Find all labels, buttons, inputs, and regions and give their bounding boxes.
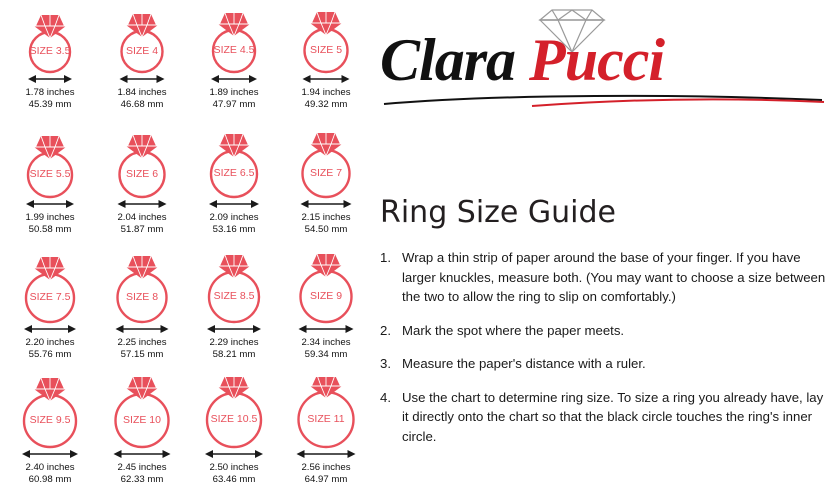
ring-size-label: SIZE 7.5 [29, 291, 71, 303]
ring-size-label: SIZE 9.5 [29, 414, 71, 426]
ring-illustration [283, 2, 369, 74]
ring-size-cell [280, 252, 372, 373]
ring-size-label: SIZE 10.5 [210, 413, 258, 425]
ring-size-cell [280, 2, 372, 123]
diameter-arrow [283, 447, 369, 461]
ring-illustration [191, 127, 277, 199]
ring-measurement-inches: 2.15 inches [301, 212, 351, 223]
ring-measurement-inches: 2.45 inches [117, 462, 167, 473]
ring-size-label: SIZE 5.5 [29, 168, 71, 180]
ring-illustration [7, 127, 93, 199]
ring-illustration [191, 2, 277, 74]
ring-size-cell [96, 127, 188, 248]
instruction-step [380, 388, 830, 447]
ring-measurement-inches: 1.89 inches [209, 87, 259, 98]
diameter-arrow [99, 197, 185, 211]
ring-measurement [117, 212, 166, 235]
diameter-arrow [191, 322, 277, 336]
ring-size-cell [280, 377, 372, 498]
ring-size-cell [4, 127, 96, 248]
ring-measurement [209, 337, 258, 360]
ring-size-cell [4, 377, 96, 498]
instruction-step [380, 354, 830, 374]
ring-measurement-mm: 54.50 mm [304, 223, 348, 235]
ring-size-cell [4, 2, 96, 123]
ring-size-label: SIZE 5 [309, 43, 343, 56]
ring-illustration [283, 127, 369, 199]
ring-size-label: SIZE 6 [125, 167, 159, 180]
ring-size-cell [188, 2, 280, 123]
ring-measurement [301, 212, 350, 235]
ring-measurement-mm: 50.58 mm [28, 223, 72, 235]
ring-illustration [7, 252, 93, 324]
ring-size-label: SIZE 8 [125, 290, 159, 303]
ring-measurement-inches: 2.09 inches [209, 212, 259, 223]
ring-size-cell [96, 377, 188, 498]
ring-illustration [283, 252, 369, 324]
ring-illustration [191, 252, 277, 324]
ring-size-label: SIZE 3.5 [29, 45, 71, 57]
ring-illustration [99, 252, 185, 324]
diameter-arrow [7, 72, 93, 86]
ring-illustration [7, 377, 93, 449]
right-panel [370, 0, 839, 501]
diameter-arrow [7, 197, 93, 211]
ring-size-cell [96, 252, 188, 373]
ring-measurement-inches: 2.56 inches [301, 462, 351, 473]
ring-size-cell [280, 127, 372, 248]
ring-measurement [301, 462, 350, 485]
ring-measurement [25, 337, 74, 360]
diameter-arrow [283, 72, 369, 86]
ring-measurement [209, 87, 258, 110]
brand-logo [376, 4, 831, 114]
ring-measurement-inches: 2.50 inches [209, 462, 259, 473]
ring-size-label: SIZE 4 [125, 44, 159, 57]
ring-size-cell [188, 377, 280, 498]
ring-size-cell [4, 252, 96, 373]
diameter-arrow [191, 72, 277, 86]
ring-measurement-mm: 46.68 mm [120, 98, 164, 110]
diameter-arrow [283, 197, 369, 211]
brand-first-word: Clara [380, 27, 516, 93]
ring-size-label: SIZE 11 [307, 412, 345, 425]
diameter-arrow [191, 197, 277, 211]
step-text: Measure the paper's distance with a ruler. [402, 356, 646, 371]
ring-illustration [283, 377, 369, 449]
ring-measurement [117, 337, 166, 360]
ring-measurement-mm: 49.32 mm [304, 98, 348, 110]
ring-size-label: SIZE 6.5 [213, 167, 255, 179]
ring-measurement-mm: 58.21 mm [212, 348, 256, 360]
ring-measurement-inches: 2.04 inches [117, 212, 167, 223]
step-number: 3. [380, 356, 391, 371]
ring-measurement-mm: 59.34 mm [304, 348, 348, 360]
ring-measurement-mm: 55.76 mm [28, 348, 72, 360]
ring-measurement-inches: 2.20 inches [25, 337, 75, 348]
instruction-steps [380, 248, 830, 460]
diameter-arrow [99, 72, 185, 86]
ring-measurement [117, 87, 166, 110]
ring-measurement-inches: 1.94 inches [301, 87, 351, 98]
ring-measurement [117, 462, 166, 485]
ring-size-label: SIZE 8.5 [213, 290, 255, 302]
ring-measurement-inches: 2.40 inches [25, 462, 75, 473]
diameter-arrow [7, 322, 93, 336]
diameter-arrow [191, 447, 277, 461]
ring-measurement [209, 212, 258, 235]
ring-illustration [99, 127, 185, 199]
logo-underline [382, 92, 826, 110]
ring-measurement-inches: 2.25 inches [117, 337, 167, 348]
ring-measurement-inches: 2.29 inches [209, 337, 259, 348]
ring-measurement-mm: 62.33 mm [120, 473, 164, 485]
instruction-step [380, 321, 830, 341]
diameter-arrow [283, 322, 369, 336]
ring-size-cell [188, 252, 280, 373]
brand-second-word: Pucci [529, 27, 664, 93]
ring-size-label: SIZE 7 [309, 166, 343, 179]
ring-illustration [99, 2, 185, 74]
page-title: Ring Size Guide [380, 195, 616, 230]
step-number: 4. [380, 389, 391, 405]
ring-size-chart [0, 0, 370, 501]
step-number: 2. [380, 322, 391, 338]
ring-measurement [301, 87, 350, 110]
ring-size-label: SIZE 4.5 [213, 44, 255, 56]
ring-measurement [25, 462, 74, 485]
ring-illustration [191, 377, 277, 449]
ring-illustration [99, 377, 185, 449]
instruction-step [380, 248, 830, 307]
ring-measurement [209, 462, 258, 485]
ring-size-cell [188, 127, 280, 248]
ring-measurement [25, 87, 74, 110]
ring-measurement-mm: 63.46 mm [212, 473, 256, 485]
ring-measurement-inches: 2.34 inches [301, 337, 351, 348]
ring-measurement-inches: 1.99 inches [25, 212, 75, 223]
ring-size-cell [96, 2, 188, 123]
ring-measurement-mm: 64.97 mm [304, 473, 348, 485]
ring-measurement-inches: 1.84 inches [117, 87, 167, 98]
ring-measurement [25, 212, 74, 235]
ring-measurement-mm: 47.97 mm [212, 98, 256, 110]
diameter-arrow [7, 447, 93, 461]
ring-measurement [301, 337, 350, 360]
ring-size-label: SIZE 9 [309, 289, 343, 302]
diameter-arrow [99, 322, 185, 336]
ring-illustration [7, 2, 93, 74]
ring-measurement-mm: 60.98 mm [28, 473, 72, 485]
ring-measurement-inches: 1.78 inches [25, 87, 75, 98]
diameter-arrow [99, 447, 185, 461]
step-text: Wrap a thin strip of paper around the base of your finger. If you have larger knuckles, measure both. (You may want to choose a size between the two to allow the ring to slip on comfortably.) [402, 250, 826, 304]
ring-measurement-mm: 45.39 mm [28, 98, 72, 110]
ring-measurement-mm: 57.15 mm [120, 348, 164, 360]
step-text: Mark the spot where the paper meets. [402, 322, 625, 338]
ring-measurement-mm: 53.16 mm [212, 223, 256, 235]
ring-measurement-mm: 51.87 mm [120, 223, 164, 235]
ring-size-label: SIZE 10 [123, 413, 161, 426]
step-text: Use the chart to determine ring size. To size a ring you already have, lay it directly onto the chart so that the black circle touches the ring's inner circle. [402, 389, 824, 444]
step-number: 1. [380, 250, 391, 265]
